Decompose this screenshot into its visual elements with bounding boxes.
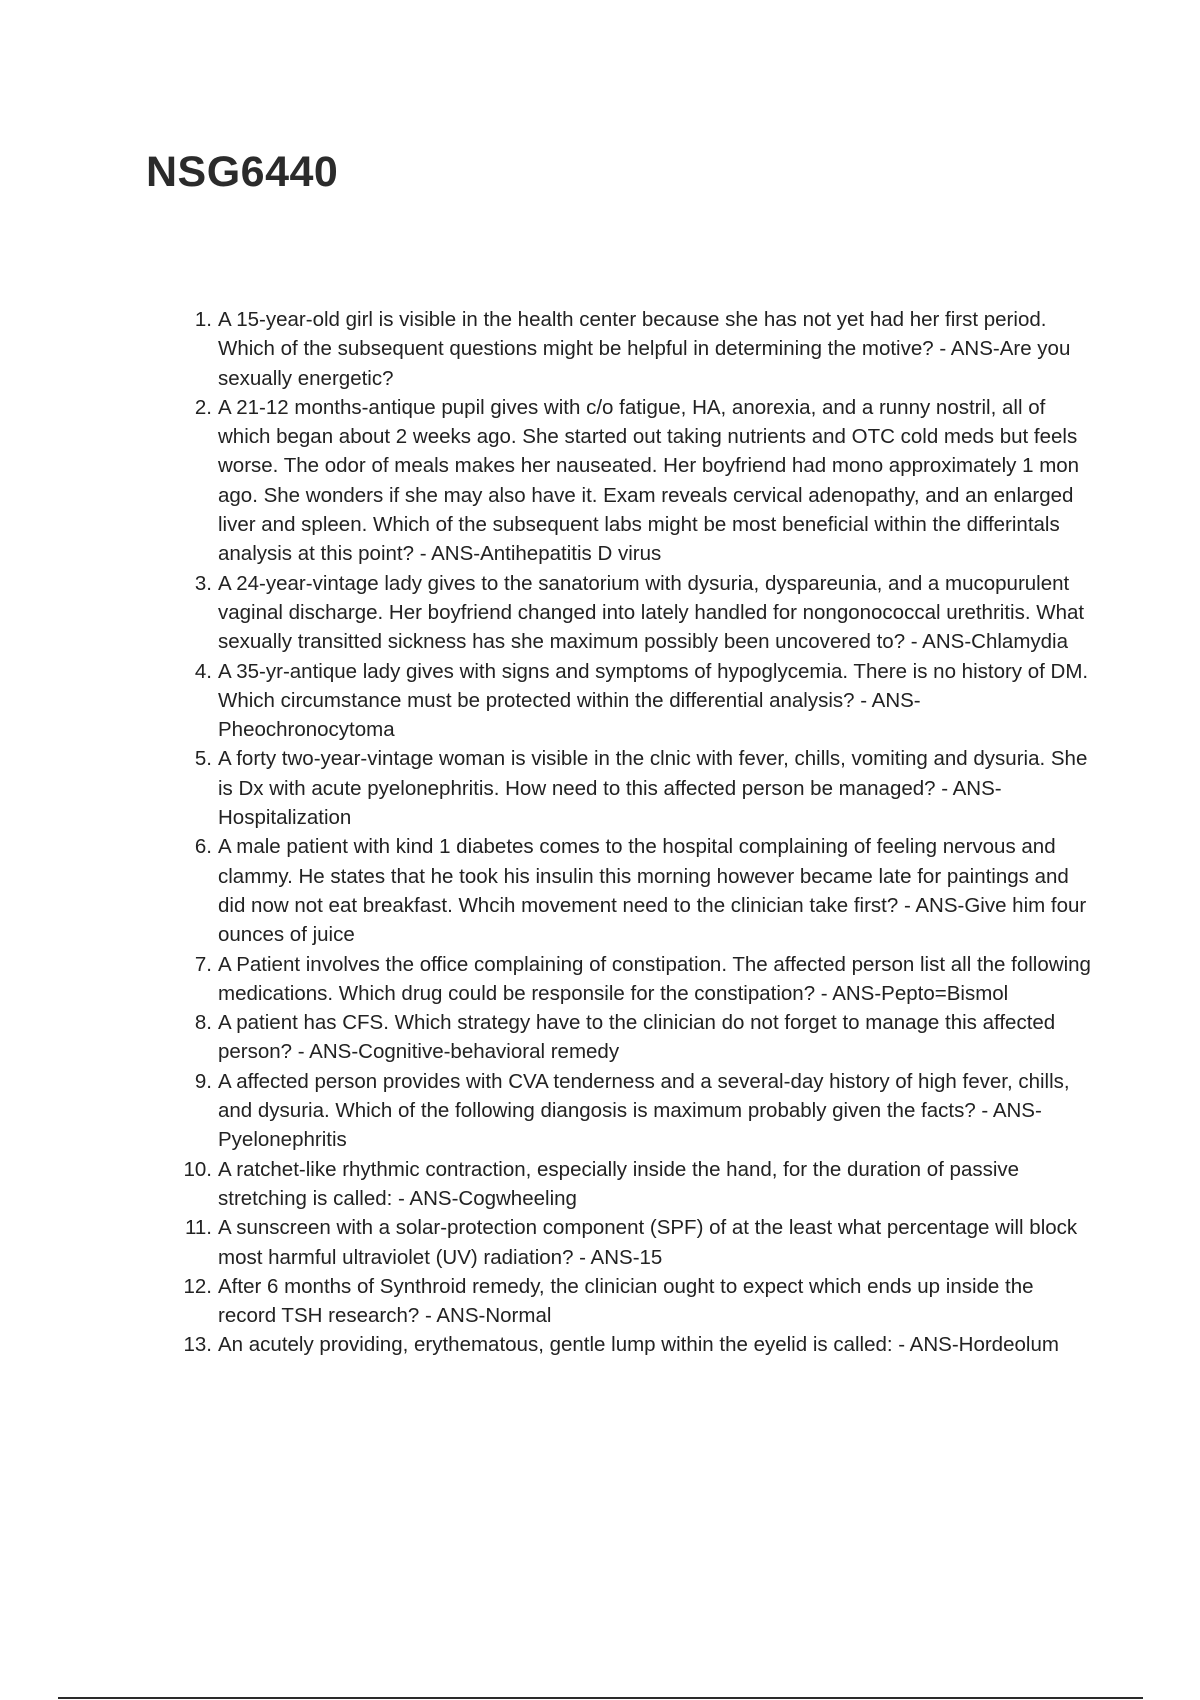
list-item: [176, 1008, 1096, 1067]
item-text: A 15-year-old girl is visible in the health center because she has not yet had her first period. Which of the subsequent questions might be helpful in determining the motive? - ANS-Are you sexually energetic?: [218, 308, 1071, 390]
item-number: 9.: [194, 1069, 212, 1093]
list-item: [176, 1155, 1096, 1214]
list-item: [176, 1213, 1096, 1272]
item-text: A 24-year-vintage lady gives to the sanatorium with dysuria, dyspareunia, and a mucopurulent vaginal discharge. Her boyfriend changed into lately handled for nongonococcal urethritis. What sexually transitted sickness has she maximum possibly been uncovered to? - ANS-Chlamydia: [218, 571, 1085, 654]
item-number: 12.: [183, 1274, 212, 1298]
list-item: [176, 1272, 1096, 1331]
list-item: [176, 657, 1096, 745]
item-number: 4.: [194, 659, 212, 683]
list-item: [176, 569, 1096, 657]
footer-divider: [58, 1697, 1143, 1699]
item-number: 13.: [183, 1333, 212, 1357]
question-list: [176, 305, 1096, 1360]
item-text: A 35-yr-antique lady gives with signs and symptoms of hypoglycemia. There is no history of DM. Which circumstance must be protected within the differential analysis? - ANS-Pheochronocytoma: [218, 659, 1089, 742]
item-text: After 6 months of Synthroid remedy, the clinician ought to expect which ends up inside the record TSH research? - ANS-Normal: [218, 1274, 1034, 1328]
list-item: [176, 950, 1096, 1009]
list-item: [176, 832, 1096, 949]
item-number: 11.: [185, 1216, 212, 1240]
item-text: A forty two-year-vintage woman is visible in the clnic with fever, chills, vomiting and dysuria. She is Dx with acute pyelonephritis. How need to this affected person be managed? - ANS-Hospitalization: [218, 747, 1088, 830]
item-text: A ratchet-like rhythmic contraction, especially inside the hand, for the duration of passive stretching is called: - ANS-Cogwheeling: [218, 1157, 1020, 1210]
item-text: A affected person provides with CVA tenderness and a several-day history of high fever, chills, and dysuria. Which of the following diangosis is maximum probably given the facts? - ANS-Pyelonephritis: [218, 1069, 1070, 1152]
list-item: [176, 744, 1096, 832]
item-text: A 21-12 months-antique pupil gives with c/o fatigue, HA, anorexia, and a runny nostril, all of which began about 2 weeks ago. She started out taking nutrients and OTC cold meds but feels worse. The odor of meals makes her nauseated. Her boyfriend had mono approximately 1 mon ago. She wonders if she may also have it. Exam reveals cervical adenopathy, and an enlarged liver and spleen. Which of the subsequent labs might be most beneficial within the differintals analysis at this point? - ANS-Antihepatitis D virus: [218, 395, 1080, 566]
item-number: 2.: [194, 395, 212, 419]
item-number: 5.: [194, 747, 212, 771]
list-item: [176, 1067, 1096, 1155]
document-title: NSG6440: [146, 148, 339, 196]
item-number: 7.: [194, 952, 212, 976]
item-number: 6.: [194, 835, 212, 859]
list-item: [176, 1330, 1096, 1359]
item-text: An acutely providing, erythematous, gentle lump within the eyelid is called: - ANS-Hordeolum: [218, 1333, 1059, 1357]
list-item: [176, 393, 1096, 569]
item-number: 1.: [194, 308, 212, 331]
item-text: A male patient with kind 1 diabetes comes to the hospital complaining of feeling nervous and clammy. He states that he took his insulin this morning however became late for paintings and did now not eat breakfast. Whcih movement need to the clinician take first? - ANS-Give him four ounces of juice: [218, 835, 1087, 947]
item-text: A patient has CFS. Which strategy have to the clinician do not forget to manage this affected person? - ANS-Cognitive-behavioral remedy: [218, 1011, 1056, 1064]
item-text: A sunscreen with a solar-protection component (SPF) of at the least what percentage will block most harmful ultraviolet (UV) radiation? - ANS-15: [218, 1216, 1078, 1269]
item-number: 8.: [194, 1011, 212, 1035]
item-number: 3.: [194, 571, 212, 595]
item-number: 10.: [183, 1157, 212, 1181]
item-text: A Patient involves the office complaining of constipation. The affected person list all the following medications. Which drug could be responsile for the constipation? - ANS-Pepto=Bismol: [218, 952, 1091, 1005]
list-item: [176, 305, 1096, 393]
